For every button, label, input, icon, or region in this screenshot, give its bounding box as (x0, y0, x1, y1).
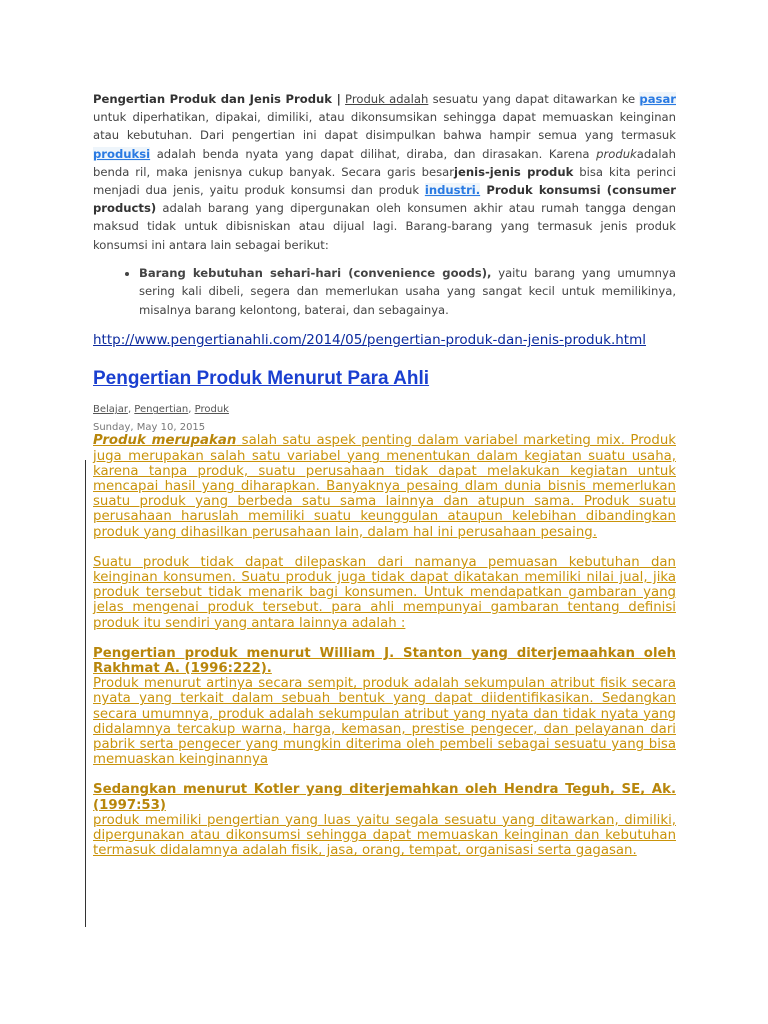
post-labels: Belajar, Pengertian, Produk (93, 404, 229, 416)
label-produk[interactable]: Produk (194, 404, 229, 416)
paragraph-3 (93, 646, 676, 768)
paragraph-2: Suatu produk tidak dapat dilepaskan dari namanya pemuasan kebutuhan dan keinginan konsumen. Suatu produk juga tidak dapat dikatakan memiliki nilai jual, jika produk tersebut tidak menarik bagi konsumen. Untuk mendapatkan gambaran yang jelas mengenai produk tersebut. para ahli mempunyai gambaran tentang definisi produk itu sendiri yang antara lainnya adalah : (93, 554, 676, 631)
intro-text-4: adalah benda ril, maka jenisnya cukup banyak. Secara garis besar (93, 146, 676, 179)
document-page (93, 90, 676, 858)
intro-text-6: adalah barang yang dipergunakan oleh konsumen akhir atau rumah tangga dengan maksud tidak untuk dibisniskan atau dijual lagi. Barang-barang yang termasuk jenis produk konsumsi ini antara lain sebagai berikut: (93, 201, 676, 252)
paragraph-4 (93, 782, 676, 858)
intro-text-5: bisa kita perinci menjadi dua jenis, yaitu produk konsumsi dan produk (93, 164, 676, 198)
bullet-bold: Barang kebutuhan sehari-hari (convenience goods), (139, 265, 492, 280)
pasar-link[interactable]: pasar (639, 92, 676, 106)
produk-konsumsi-bold: Produk konsumsi (consumer products) (93, 183, 676, 216)
label-belajar[interactable]: Belajar (93, 404, 128, 416)
intro-paragraph (93, 90, 676, 254)
intro-text-2: untuk diperhatikan, dipakai, dimiliki, atau dikonsumsikan sehingga dapat memuaskan keinginan atau kebutuhan. Dari pengertian ini dapat disimpulkan bahwa hampir semua yang termasuk (93, 110, 676, 143)
intro-title: Pengertian Produk dan Jenis Produk | (93, 92, 341, 106)
produk-italic: produk (596, 146, 637, 161)
kotler-heading: Sedangkan menurut Kotler yang diterjemahkan oleh Hendra Teguh, SE, Ak. (1997:53) (93, 782, 676, 813)
industri-link[interactable]: industri. (424, 183, 481, 198)
produk-adalah-link[interactable]: Produk adalah (345, 92, 429, 106)
bullet-text: yaitu barang yang umumnya sering kali dibeli, segera dan memerlukan usaha yang sangat kecil untuk memilikinya, misalnya barang kelontong, baterai, dan sebagainya. (139, 265, 676, 317)
jenis-produk-bold: jenis-jenis produk (454, 164, 574, 179)
paragraph-1-text: salah satu aspek penting dalam variabel marketing mix. Produk juga merupakan salah satu variabel yang menentukan dalam kegiatan suatu usaha, karena tanpa produk, suatu perusahaan tidak dapat melakukan kegiatan untuk mencapai hasil yang diharapkan. Banyaknya pesaing dlam dunia bisnis memerlukan suatu produk yang berbeda satu sama lainnya dan atupun sama. Produk suatu perusahaan haruslah memiliki suatu keunggulan ataupun kelebihan dibandingkan produk yang dihasilkan perusahaan lain, dalam hal ini perusahaan pesaing. (93, 433, 676, 540)
left-margin-line (85, 460, 86, 927)
produk-merupakan-bold: Produk merupakan (93, 433, 237, 449)
bullet-list (93, 264, 676, 320)
list-item (139, 264, 676, 320)
post-date: Sunday, May 10, 2015 (93, 422, 206, 434)
intro-text-3: adalah benda nyata yang dapat dilihat, diraba, dan dirasakan. Karena (150, 146, 597, 161)
intro-text-1: sesuatu yang dapat ditawarkan ke (428, 92, 640, 106)
paragraph-3-text: Produk menurut artinya secara sempit, produk adalah sekumpulan atribut fisik secara nyata yang terkait dalam sebuah bentuk yang dapat diidentifikasikan. Sedangkan secara umumnya, produk adalah sekumpulan atribut yang nyata dan tidak nyata yang didalamnya tercakup warna, harga, kemasan, prestise pengecer, dan pelayanan dari pabrik serta pengecer yang mungkin diterima oleh pembeli sebagai sesuatu yang bisa memuaskan keinginannya (93, 676, 676, 768)
paragraph-4-text: produk memiliki pengertian yang luas yaitu segala sesuatu yang ditawarkan, dimiliki, dipergunakan atau dikonsumsi sehingga dapat memuaskan keinginan dan kebutuhan termasuk didalamnya adalah fisik, jasa, orang, tempat, organisasi serta gagasan. (93, 812, 676, 859)
stanton-heading: Pengertian produk menurut William J. Stanton yang diterjemaahkan oleh Rakhmat A. (1996:222). (93, 645, 676, 676)
post-title[interactable]: Pengertian Produk Menurut Para Ahli (93, 368, 430, 390)
label-pengertian[interactable]: Pengertian (134, 404, 189, 416)
produksi-link[interactable]: produksi (93, 146, 151, 161)
source-url-link[interactable]: http://www.pengertianahli.com/2014/05/pengertian-produk-dan-jenis-produk.html (93, 332, 646, 349)
paragraph-1 (93, 433, 676, 539)
